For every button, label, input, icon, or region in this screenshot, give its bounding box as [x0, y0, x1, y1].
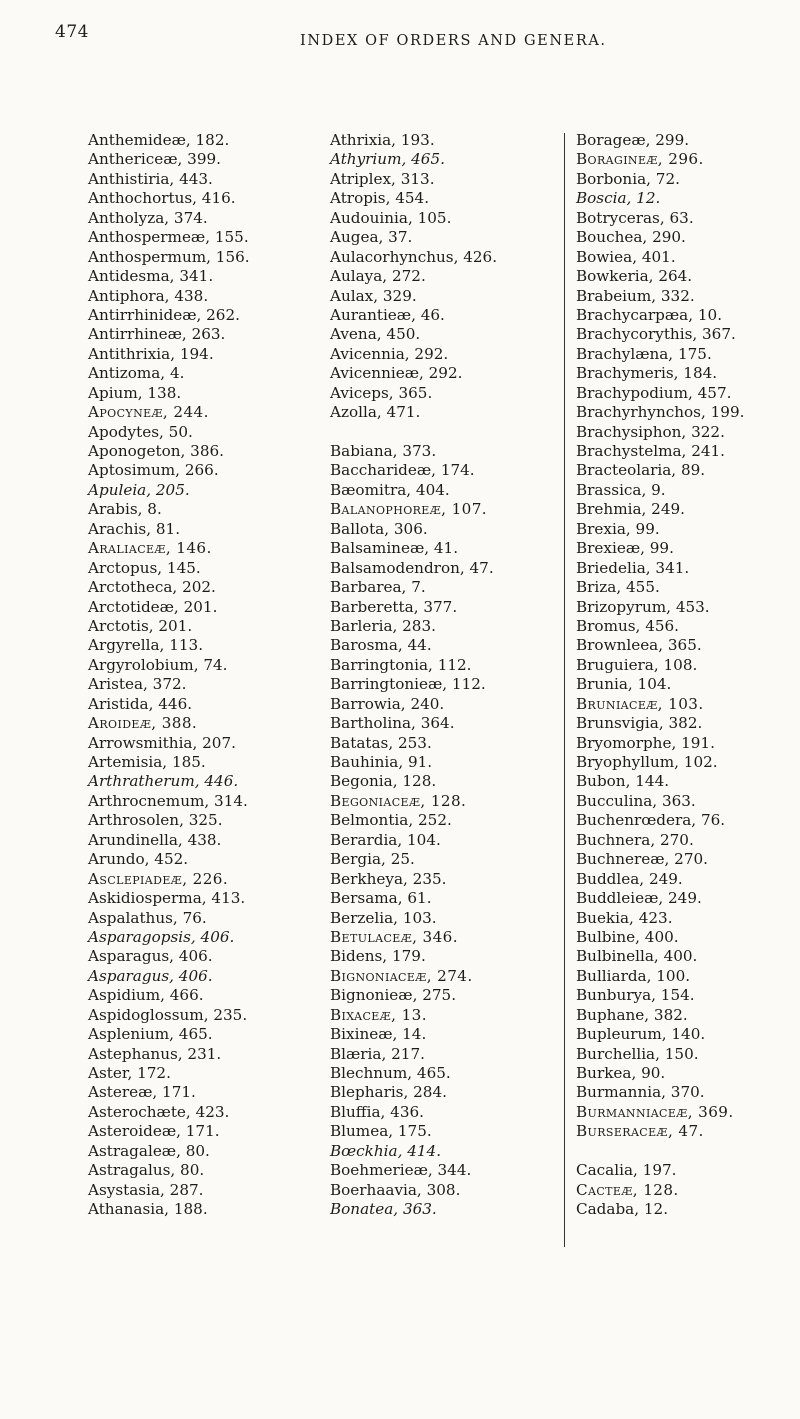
index-entry-order: Burmanniaceæ, 369.	[576, 1102, 734, 1121]
index-entry: Cadaba, 12.	[576, 1200, 669, 1219]
index-entry: Bauhinia, 91.	[330, 753, 433, 771]
index-entry: Athyrium, 465.	[330, 150, 445, 169]
index-entry: Asparagopsis, 406.	[88, 927, 235, 946]
index-entry: Athrixia, 193.	[330, 131, 435, 149]
index-entry-order: Bruniaceæ, 103.	[576, 694, 704, 713]
index-column-2	[330, 131, 497, 1220]
index-entry: Balsamineæ, 41.	[330, 539, 459, 558]
index-entry-order: Boragineæ, 296.	[576, 150, 704, 169]
index-entry: Argyrella, 113.	[88, 636, 204, 655]
index-entry: Aster, 172.	[88, 1064, 171, 1082]
index-entry: Bucculina, 363.	[576, 791, 696, 810]
index-entry: Asplenium, 465.	[88, 1025, 213, 1044]
index-entry: Babiana, 373.	[330, 442, 437, 460]
index-entry: Apium, 138.	[88, 383, 182, 402]
index-entry: Bersama, 61.	[330, 889, 432, 908]
index-entry: Aponogeton, 386.	[88, 442, 224, 460]
index-entry: Astragalus, 80.	[88, 1161, 205, 1180]
index-entry: Brachycorythis, 367.	[576, 325, 736, 344]
index-entry-order: Betulaceæ, 346.	[330, 927, 458, 946]
index-entry: Buddleieæ, 249.	[576, 889, 702, 908]
index-entry: Brehmia, 249.	[576, 500, 685, 519]
index-entry: Atropis, 454.	[330, 189, 430, 208]
index-entry: Batatas, 253.	[330, 733, 432, 752]
index-entry: Aptosimum, 266.	[88, 461, 219, 480]
index-entry-order: Balanophoreæ, 107.	[330, 500, 488, 519]
index-entry: Anthospermum, 156.	[88, 247, 250, 266]
index-entry: Astereæ, 171.	[88, 1083, 196, 1102]
index-entry: Blepharis, 284.	[330, 1083, 447, 1102]
index-entry: Asparagus, 406.	[88, 966, 213, 985]
index-entry: Bryophyllum, 102.	[576, 753, 718, 771]
index-entry: Arctotheca, 202.	[88, 578, 216, 597]
index-entry: Augea, 37.	[330, 228, 413, 247]
index-entry: Azolla, 471.	[330, 403, 421, 422]
index-entry: Briedelia, 341.	[576, 558, 690, 577]
index-entry: Borageæ, 299.	[576, 131, 690, 149]
index-entry: Aurantieæ, 46.	[330, 305, 445, 324]
index-entry: Arrowsmithia, 207.	[88, 733, 236, 752]
index-entry: Buphane, 382.	[576, 1005, 688, 1024]
index-entry: Astephanus, 231.	[88, 1044, 222, 1063]
index-entry: Aristea, 372.	[88, 675, 187, 694]
index-entry: Bluffia, 436.	[330, 1102, 424, 1121]
index-entry: Brachymeris, 184.	[576, 364, 718, 383]
index-entry: Brassica, 9.	[576, 480, 666, 499]
index-entry: Brunsvigia, 382.	[576, 714, 703, 733]
index-entry: Barringtonia, 112.	[330, 655, 472, 674]
index-entry: Aulax, 329.	[330, 286, 417, 305]
index-entry: Aristida, 446.	[88, 694, 193, 713]
index-entry: Asparagus, 406.	[88, 947, 213, 966]
index-entry: Burkea, 90.	[576, 1064, 666, 1082]
index-entry: Brexia, 99.	[576, 519, 660, 538]
index-entry: Burmannia, 370.	[576, 1083, 705, 1102]
index-entry: Barringtonieæ, 112.	[330, 675, 486, 694]
page-number: 474	[55, 22, 89, 42]
index-column-1	[88, 131, 250, 1220]
index-entry: Barbarea, 7.	[330, 578, 426, 597]
index-entry: Atriplex, 313.	[330, 169, 435, 188]
index-entry: Aulacorhynchus, 426.	[330, 247, 498, 266]
index-entry: Asystasia, 287.	[88, 1180, 204, 1199]
index-entry: Antiphora, 438.	[88, 286, 209, 305]
index-entry: Berardia, 104.	[330, 830, 441, 849]
index-entry-order: Bignoniaceæ, 274.	[330, 966, 473, 985]
index-entry: Bunburya, 154.	[576, 986, 695, 1005]
index-entry: Buchnereæ, 270.	[576, 850, 708, 869]
index-entry: Bruguiera, 108.	[576, 655, 698, 674]
index-entry: Brunia, 104.	[576, 675, 672, 694]
index-entry: Bidens, 179.	[330, 947, 426, 966]
index-entry: Bignonieæ, 275.	[330, 986, 457, 1005]
index-entry-order: Begoniaceæ, 128.	[330, 791, 467, 810]
index-entry: Brizopyrum, 453.	[576, 597, 710, 616]
index-entry: Ballota, 306.	[330, 519, 428, 538]
index-entry-order: Aroideæ, 388.	[88, 714, 198, 733]
index-entry: Antirrhineæ, 263.	[88, 325, 226, 344]
index-entry: Bracteolaria, 89.	[576, 461, 706, 480]
index-entry: Bartholina, 364.	[330, 714, 455, 733]
index-entry: Aspalathus, 76.	[88, 908, 207, 927]
index-entry: Barrowia, 240.	[330, 694, 445, 713]
index-entry: Balsamodendron, 47.	[330, 558, 494, 577]
index-entry: Baccharideæ, 174.	[330, 461, 475, 480]
index-entry: Brachylæna, 175.	[576, 344, 712, 363]
index-entry: Anthospermeæ, 155.	[88, 228, 249, 247]
index-entry: Bœckhia, 414.	[330, 1141, 442, 1160]
index-entry: Bromus, 456.	[576, 616, 680, 635]
index-entry: Brownleea, 365.	[576, 636, 702, 655]
index-entry: Botryceras, 63.	[576, 208, 694, 227]
index-entry-order: Apocyneæ, 244.	[88, 403, 209, 422]
index-entry: Apodytes, 50.	[88, 422, 193, 441]
index-entry: Brexieæ, 99.	[576, 539, 674, 558]
index-entry: Apuleia, 205.	[88, 480, 190, 499]
index-entry: Bonatea, 363.	[330, 1200, 437, 1219]
index-entry: Buchenrœdera, 76.	[576, 811, 726, 830]
index-entry: Antirrhinideæ, 262.	[88, 305, 240, 324]
index-entry-order: Asclepiadeæ, 226.	[88, 869, 229, 888]
index-entry: Bulliarda, 100.	[576, 966, 691, 985]
index-entry: Buddlea, 249.	[576, 869, 683, 888]
index-entry: Brachycarpæa, 10.	[576, 305, 723, 324]
index-entry: Bulbine, 400.	[576, 927, 679, 946]
index-entry: Borbonia, 72.	[576, 169, 680, 188]
index-entry: Asterochæte, 423.	[88, 1102, 230, 1121]
index-entry: Antidesma, 341.	[88, 267, 214, 286]
index-entry: Boerhaavia, 308.	[330, 1180, 461, 1199]
index-entry-order: Cacteæ, 128.	[576, 1180, 679, 1199]
index-entry: Bergia, 25.	[330, 850, 415, 869]
index-column-3	[576, 131, 744, 1220]
index-entry: Brabeium, 332.	[576, 286, 695, 305]
index-entry: Aviceps, 365.	[330, 383, 433, 402]
index-entry: Bæomitra, 404.	[330, 480, 450, 499]
index-entry: Antholyza, 374.	[88, 208, 208, 227]
index-entry: Arctotideæ, 201.	[88, 597, 218, 616]
index-entry-order: Bixaceæ, 13.	[330, 1005, 427, 1024]
index-entry: Aspidium, 466.	[88, 986, 204, 1005]
index-entry: Barleria, 283.	[330, 616, 436, 635]
index-entry: Bowiea, 401.	[576, 247, 676, 266]
index-entry: Boehmerieæ, 344.	[330, 1161, 472, 1180]
index-entry: Buekia, 423.	[576, 908, 673, 927]
index-entry: Bubon, 144.	[576, 772, 670, 791]
index-entry: Artemisia, 185.	[88, 753, 206, 771]
index-entry: Barberetta, 377.	[330, 597, 458, 616]
index-entry: Anthochortus, 416.	[88, 189, 236, 208]
index-entry-order: Burseraceæ, 47.	[576, 1122, 704, 1141]
index-entry: Avicennia, 292.	[330, 344, 449, 363]
index-entry: Astragaleæ, 80.	[88, 1141, 210, 1160]
index-entry: Burchellia, 150.	[576, 1044, 699, 1063]
index-entry: Arthrocnemum, 314.	[88, 791, 248, 810]
index-entry: Arundinella, 438.	[88, 830, 222, 849]
index-entry: Audouinia, 105.	[330, 208, 452, 227]
index-entry: Anthericeæ, 399.	[88, 150, 221, 169]
index-entry: Anthistiria, 443.	[88, 169, 213, 188]
index-entry: Antizoma, 4.	[88, 364, 185, 383]
index-entry: Aulaya, 272.	[330, 267, 426, 286]
index-entry: Brachypodium, 457.	[576, 383, 732, 402]
index-entry: Arctotis, 201.	[88, 616, 193, 635]
index-entry: Argyrolobium, 74.	[88, 655, 228, 674]
index-entry: Arthrosolen, 325.	[88, 811, 223, 830]
index-entry: Bulbinella, 400.	[576, 947, 698, 966]
index-entry: Buchnera, 270.	[576, 830, 694, 849]
index-entry: Blechnum, 465.	[330, 1064, 451, 1082]
index-entry: Avena, 450.	[330, 325, 421, 344]
index-entry: Brachystelma, 241.	[576, 442, 726, 460]
index-entry: Arctopus, 145.	[88, 558, 201, 577]
index-entry: Anthemideæ, 182.	[88, 131, 230, 149]
index-entry: Bouchea, 290.	[576, 228, 686, 247]
running-head: INDEX OF ORDERS AND GENERA.	[300, 33, 607, 49]
index-entry: Boscia, 12.	[576, 189, 661, 208]
index-entry: Barosma, 44.	[330, 636, 432, 655]
index-entry: Bupleurum, 140.	[576, 1025, 706, 1044]
section-gap	[576, 1142, 744, 1161]
index-entry: Arthratherum, 446.	[88, 772, 239, 791]
index-entry: Aspidoglossum, 235.	[88, 1005, 248, 1024]
index-entry: Antithrixia, 194.	[88, 344, 214, 363]
index-entry: Arundo, 452.	[88, 850, 189, 869]
index-entry: Cacalia, 197.	[576, 1161, 677, 1180]
index-entry: Bixineæ, 14.	[330, 1025, 427, 1044]
index-entry: Blæria, 217.	[330, 1044, 425, 1063]
index-entry: Briza, 455.	[576, 578, 660, 597]
index-entry: Athanasia, 188.	[88, 1200, 208, 1219]
index-entry: Bowkeria, 264.	[576, 267, 693, 286]
index-entry: Berzelia, 103.	[330, 908, 437, 927]
index-entry-order: Araliaceæ, 146.	[88, 539, 212, 558]
index-entry: Brachysiphon, 322.	[576, 422, 725, 441]
index-entry: Arabis, 8.	[88, 500, 162, 519]
index-entry: Bryomorphe, 191.	[576, 733, 715, 752]
index-entry: Berkheya, 235.	[330, 869, 447, 888]
index-entry: Brachyrhynchos, 199.	[576, 403, 745, 422]
index-entry: Asteroideæ, 171.	[88, 1122, 220, 1141]
index-entry: Arachis, 81.	[88, 519, 181, 538]
section-gap	[330, 423, 497, 442]
index-entry: Blumea, 175.	[330, 1122, 432, 1141]
index-entry: Begonia, 128.	[330, 772, 437, 791]
index-entry: Avicennieæ, 292.	[330, 364, 463, 383]
index-entry: Belmontia, 252.	[330, 811, 452, 830]
index-entry: Askidiosperma, 413.	[88, 889, 246, 908]
